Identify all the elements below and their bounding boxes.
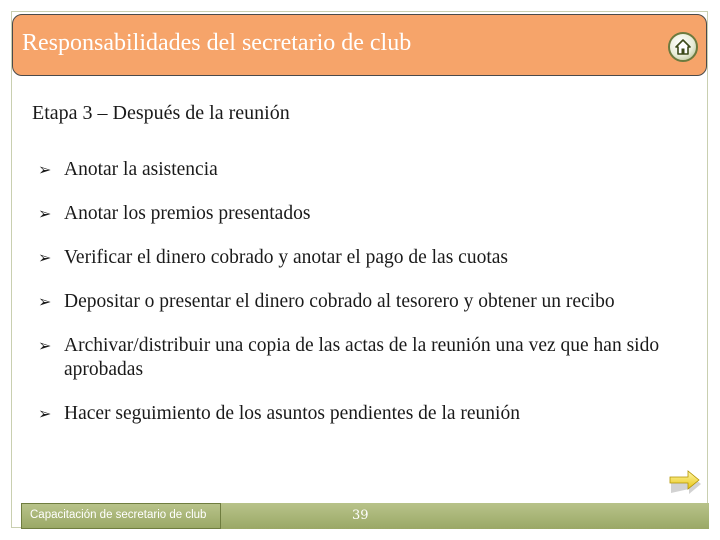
- next-slide-button[interactable]: [668, 469, 702, 495]
- list-item: ➢ Verificar el dinero cobrado y anotar el pago de las cuotas: [38, 247, 508, 268]
- slide-title: Responsabilidades del secretario de club: [22, 30, 412, 56]
- responsibility-list: [38, 158, 688, 446]
- list-item: ➢ Hacer seguimiento de los asuntos pendientes de la reunión: [38, 403, 520, 424]
- stage-heading: Etapa 3 – Después de la reunión: [32, 102, 290, 124]
- arrow-bullet-icon: ➢: [38, 160, 52, 179]
- list-item: ➢ Anotar los premios presentados: [38, 203, 311, 224]
- arrow-bullet-icon: ➢: [38, 404, 52, 423]
- home-button[interactable]: [668, 32, 698, 62]
- arrow-bullet-icon: ➢: [38, 336, 52, 355]
- footer-caption: Capacitación de secretario de club: [30, 509, 207, 521]
- arrow-bullet-icon: ➢: [38, 292, 52, 311]
- home-icon: [675, 39, 691, 55]
- list-item: ➢ Anotar la asistencia: [38, 159, 218, 180]
- list-item: ➢ Archivar/distribuir una copia de las actas de la reunión una vez que han sido aprobadas: [38, 335, 660, 380]
- page-number: 39: [352, 508, 369, 523]
- arrow-bullet-icon: ➢: [38, 248, 52, 267]
- next-arrow-icon: [668, 469, 702, 495]
- list-item: ➢ Depositar o presentar el dinero cobrado al tesorero y obtener un recibo: [38, 291, 615, 312]
- arrow-bullet-icon: ➢: [38, 204, 52, 223]
